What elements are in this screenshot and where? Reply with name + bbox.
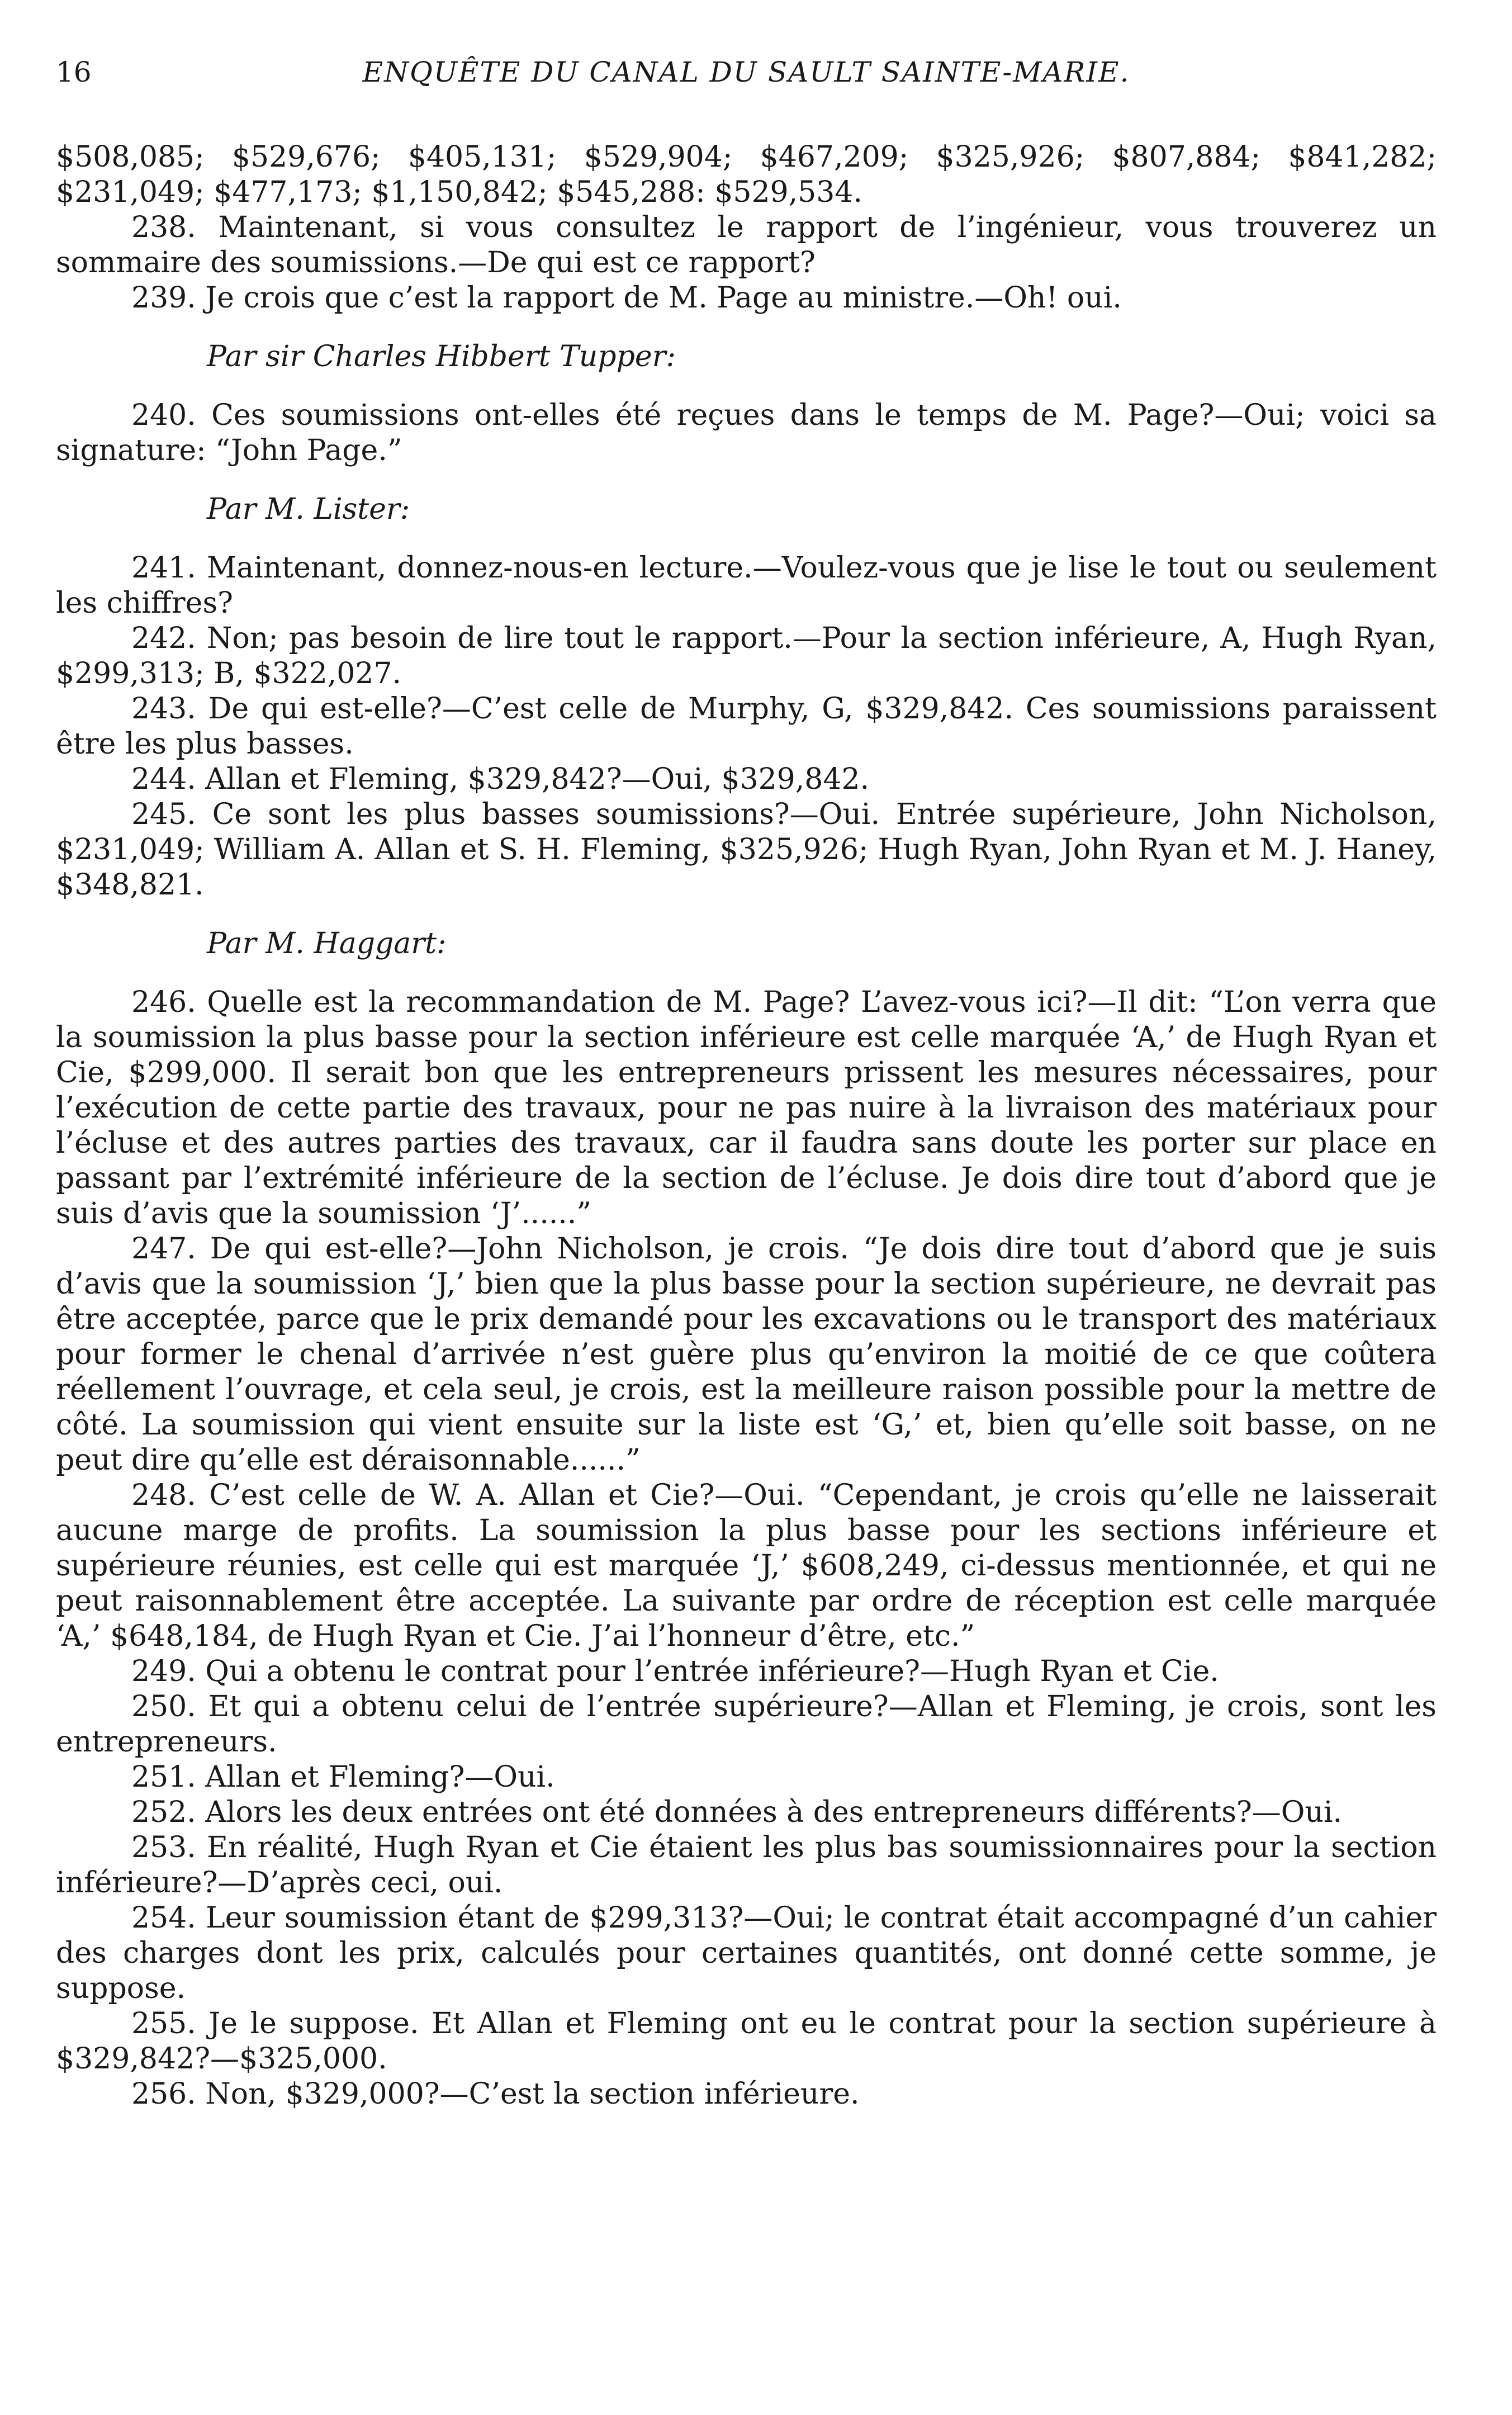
running-header — [56, 56, 1437, 117]
testimony-paragraph: 241. Maintenant, donnez-nous-en lecture.—Voulez-vous que je lise le tout ou seulement les chiffres? — [56, 551, 1437, 620]
page-number: 16 — [56, 56, 92, 88]
testimony-paragraph: 240. Ces soumissions ont-elles été reçues dans le temps de M. Page?—Oui; voici sa signature: “John Page.” — [56, 399, 1437, 467]
testimony-paragraph: 250. Et qui a obtenu celui de l’entrée supérieure?—Allan et Fleming, je crois, sont les entrepreneurs. — [56, 1690, 1437, 1759]
testimony-paragraph: 253. En réalité, Hugh Ryan et Cie étaient les plus bas soumissionnaires pour la section inférieure?—D’après ceci, oui. — [56, 1831, 1437, 1900]
speaker-heading: Par M. Lister: — [207, 493, 410, 526]
testimony-paragraph: 243. De qui est-elle?—C’est celle de Murphy, G, $329,842. Ces soumissions paraissent être les plus basses. — [56, 692, 1437, 761]
testimony-paragraph: 238. Maintenant, si vous consultez le rapport de l’ingénieur, vous trouverez un sommaire des soumissions.—De qui est ce rapport? — [56, 211, 1437, 280]
testimony-paragraph: 239. Je crois que c’est la rapport de M. Page au ministre.—Oh! oui. — [131, 281, 1122, 315]
testimony-paragraph: 244. Allan et Fleming, $329,842?—Oui, $329,842. — [131, 763, 870, 796]
testimony-paragraph: 252. Alors les deux entrées ont été données à des entrepreneurs différents?—Oui. — [131, 1796, 1343, 1829]
testimony-paragraph: 246. Quelle est la recommandation de M. Page? L’avez-vous ici?—Il dit: “L’on verra que la soumission la plus basse pour la section inférieure est celle marquée ‘A,’ de Hugh Ryan et Cie, $299,000. Il serait bon que les entrepreneurs prissent les mesures nécessaires, pour l’exécution de cette partie des travaux, pour ne pas nuire à la livraison des matériaux pour l’écluse et des autres parties des travaux, car il faudra sans doute les porter sur place en passant par l’extrémité inférieure de la section de l’écluse. Je dois dire tout d’abord que je suis d’avis que la soumission ‘J’......” — [56, 986, 1437, 1230]
speaker-heading: Par sir Charles Hibbert Tupper: — [207, 340, 676, 373]
testimony-paragraph: 251. Allan et Fleming?—Oui. — [131, 1760, 555, 1794]
testimony-paragraph: 248. C’est celle de W. A. Allan et Cie?—Oui. “Cependant, je crois qu’elle ne laisserait aucune marge de profits. La soumission la plus basse pour les sections inférieure et supérieure réunies, est celle qui est marquée ‘J,’ $608,249, ci-dessus mentionnée, et qui ne peut raisonnablement être acceptée. La suivante par ordre de réception est celle marquée ‘A,’ $648,184, de Hugh Ryan et Cie. J’ai l’honneur d’être, etc.” — [56, 1479, 1437, 1653]
testimony-paragraph: 256. Non, $329,000?—C’est la section inférieure. — [131, 2077, 860, 2111]
testimony-paragraph: 242. Non; pas besoin de lire tout le rapport.—Pour la section inférieure, A, Hugh Ryan, $299,313; B, $322,027. — [56, 622, 1437, 690]
body-text — [56, 140, 1437, 2112]
testimony-paragraph: 247. De qui est-elle?—John Nicholson, je crois. “Je dois dire tout d’abord que je suis d’avis que la soumission ‘J,’ bien que la plus basse pour la section supérieure, ne devrait pas être acceptée, parce que le prix demandé pour les excavations ou le transport des matériaux pour former le chenal d’arrivée n’est guère plus qu’environ la moitié de ce que coûtera réellement l’ouvrage, et cela seul, je crois, est la meilleure raison possible pour la mettre de côté. La soumission qui vient ensuite sur la liste est ‘G,’ et, bien qu’elle soit basse, on ne peut dire qu’elle est déraisonnable......” — [56, 1232, 1437, 1477]
testimony-paragraph: 254. Leur soumission étant de $299,313?—Oui; le contrat était accompagné d’un cahier des charges dont les prix, calculés pour certaines quantités, ont donné cette somme, je suppose. — [56, 1901, 1437, 2005]
running-title: ENQUÊTE DU CANAL DU SAULT SAINTE-MARIE. — [362, 56, 1130, 88]
speaker-heading: Par M. Haggart: — [207, 927, 447, 960]
testimony-paragraph: $508,085; $529,676; $405,131; $529,904; $467,209; $325,926; $807,884; $841,282; $231,049; $477,173; $1,150,842; $545,288: $529,534. — [56, 140, 1437, 209]
testimony-paragraph: 249. Qui a obtenu le contrat pour l’entrée inférieure?—Hugh Ryan et Cie. — [131, 1655, 1219, 1688]
document-page — [56, 56, 1437, 2112]
testimony-paragraph: 255. Je le suppose. Et Allan et Fleming ont eu le contrat pour la section supérieure à $329,842?—$325,000. — [56, 2007, 1437, 2076]
testimony-paragraph: 245. Ce sont les plus basses soumissions?—Oui. Entrée supérieure, John Nicholson, $231,049; William A. Allan et S. H. Fleming, $325,926; Hugh Ryan, John Ryan et M. J. Haney, $348,821. — [56, 798, 1437, 902]
